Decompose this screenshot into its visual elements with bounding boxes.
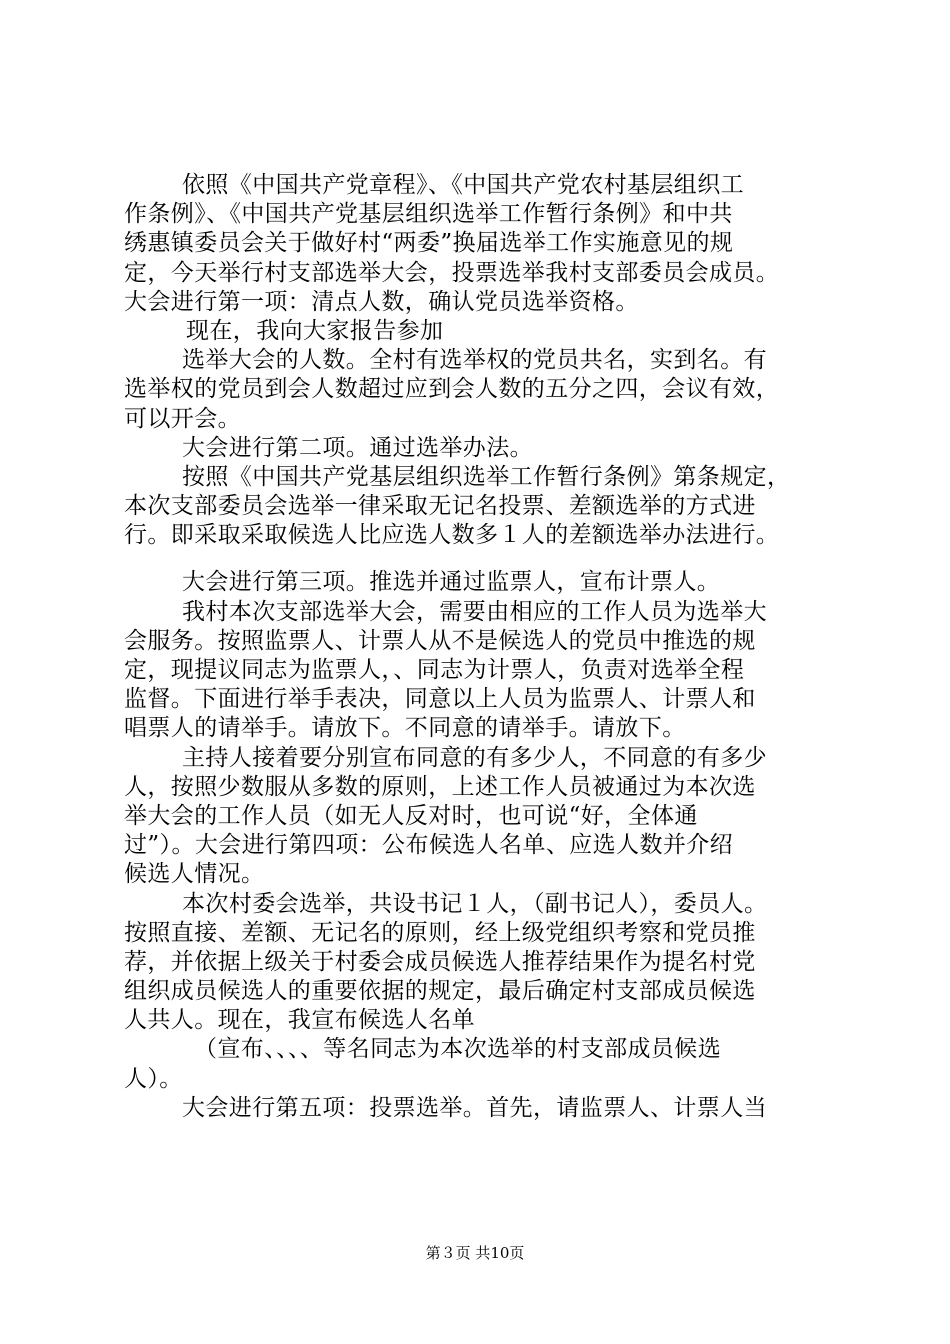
paragraph-line: 唱票人的请举手。请放下。不同意的请举手。请放下。 [124, 715, 686, 742]
paragraph-line: 我村本次支部选举大会，需要由相应的工作人员为选举大 [182, 598, 767, 625]
paragraph-line: 人共人。现在，我宣布候选人名单 [124, 1007, 475, 1034]
paragraph-line: 会服务。按照监票人、计票人从不是候选人的党员中推选的规 [124, 627, 756, 654]
paragraph-line: 定，今天举行村支部选举大会，投票选举我村支部委员会成员。 [124, 259, 780, 286]
paragraph-line: 定，现提议同志为监票人，、同志为计票人，负责对选举全程 [124, 657, 745, 683]
paragraph-line: 大会进行第五项：投票选举。首先，请监票人、计票人当 [182, 1094, 767, 1121]
paragraph-line: 选举权的党员到会人数超过应到会人数的五分之四，会议有效， [124, 376, 780, 403]
page-number-footer: 第３页 共10页 [425, 1244, 525, 1262]
paragraph-line: 组织成员候选人的重要依据的规定，最后确定村支部成员候选 [124, 978, 756, 1005]
paragraph-line: 本次村委会选举，共设书记１人，（副书记人），委员人。 [182, 890, 768, 917]
paragraph-gap [124, 550, 844, 568]
paragraph-line: 人，按照少数服从多数的原则，上述工作人员被通过为本次选 [124, 773, 756, 800]
paragraph-line: 大会进行第一项：清点人数，确认党员选举资格。 [124, 288, 639, 315]
paragraph-line: 依照《中国共产党章程》、《中国共产党农村基层组织工 [182, 172, 744, 198]
paragraph-line: 可以开会。 [124, 405, 241, 432]
paragraph-line: 主持人接着要分别宣布同意的有多少人，不同意的有多少 [182, 744, 767, 771]
paragraph-line: 监督。下面进行举手表决，同意以上人员为监票人、计票人和 [124, 686, 756, 713]
paragraph-line: 荐，并依据上级关于村委会成员候选人推荐结果作为提名村党 [124, 948, 756, 975]
paragraph-line: 行。即采取采取候选人比应选人数多１人的差额选举办法进行。 [124, 522, 780, 549]
paragraph-line: 按照《中国共产党基层组织选举工作暂行条例》第条规定， [182, 463, 791, 490]
paragraph-line: 作条例》、《中国共产党基层组织选举工作暂行条例》和中共 [124, 201, 733, 228]
paragraph-line: 人）。 [124, 1065, 183, 1092]
paragraph-line: 选举大会的人数。全村有选举权的党员共名，实到名。有 [182, 347, 767, 374]
paragraph-line: 绣惠镇委员会关于做好村“两委”换届选举工作实施意见的规 [124, 230, 734, 257]
paragraph-line: 举大会的工作人员（如无人反对时，也可说“好，全体通 [124, 802, 698, 829]
paragraph-line: 大会进行第二项。通过选举办法。 [182, 434, 533, 461]
paragraph-line: 大会进行第三项。推选并通过监票人，宣布计票人。 [182, 569, 721, 596]
paragraph-line: 过”）。大会进行第四项：公布候选人名单、应选人数并介绍 [124, 832, 734, 859]
document-body [124, 171, 844, 1123]
paragraph-line: 候选人情况。 [124, 861, 265, 888]
paragraph-line: 本次支部委员会选举一律采取无记名投票、差额选举的方式进 [124, 493, 756, 520]
paragraph-line: 按照直接、差额、无记名的原则，经上级党组织考察和党员推 [124, 919, 756, 946]
paragraph-line: （宣布、、、、等名同志为本次选举的村支部成员候选 [194, 1036, 722, 1063]
paragraph-line: 现在，我向大家报告参加 [186, 317, 444, 344]
